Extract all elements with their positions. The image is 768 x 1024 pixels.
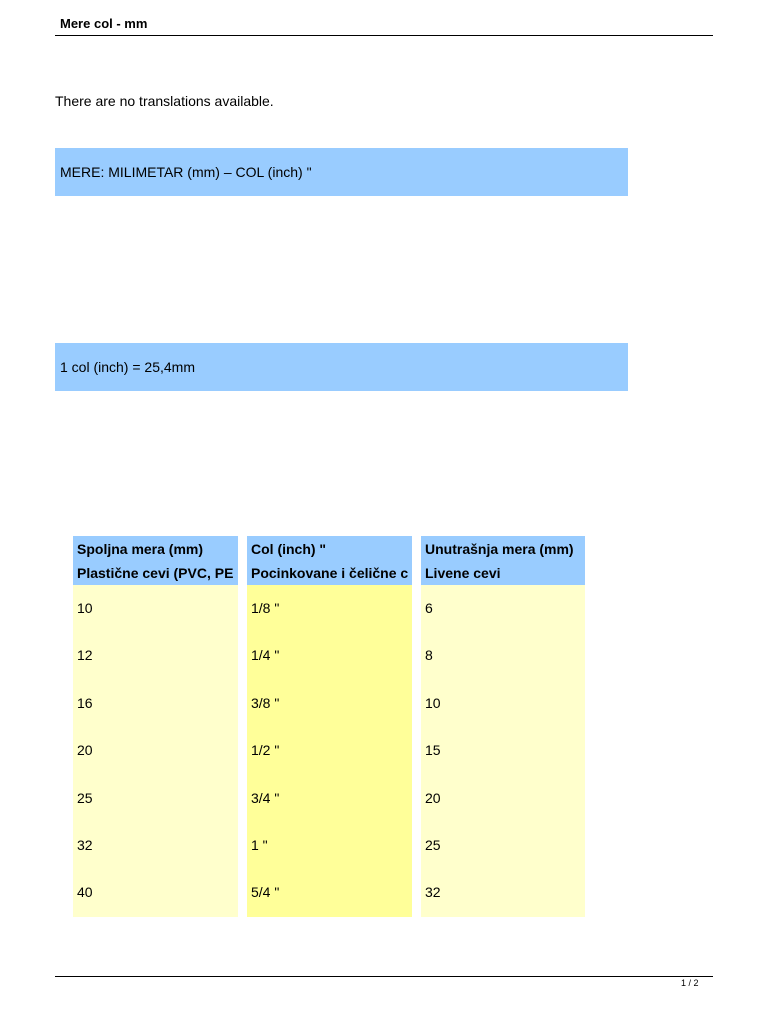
table-cell: 5/4 " bbox=[251, 884, 280, 901]
column-header-line-2: Plastične cevi (PVC, PE bbox=[77, 565, 234, 581]
table-cell: 25 bbox=[425, 836, 441, 853]
column-cells bbox=[247, 585, 412, 917]
column-header-line-2: Pocinkovane i čelične c bbox=[251, 565, 409, 581]
page-number: 1 / 2 bbox=[681, 978, 699, 988]
table-cell: 1/2 " bbox=[251, 742, 280, 759]
table-cell: 32 bbox=[77, 836, 93, 853]
table-cell: 20 bbox=[77, 742, 93, 759]
table-cell: 8 bbox=[425, 647, 433, 664]
column-header-line-2: Livene cevi bbox=[425, 565, 501, 581]
column-header bbox=[421, 536, 585, 585]
table-cell: 16 bbox=[77, 694, 93, 711]
table-cell: 1/8 " bbox=[251, 600, 280, 616]
conversion-band: 1 col (inch) = 25,4mm bbox=[55, 343, 628, 391]
table-cell: 15 bbox=[425, 742, 441, 759]
table-column-inch bbox=[247, 536, 412, 917]
no-translations-note: There are no translations available. bbox=[55, 93, 274, 109]
table-cell: 25 bbox=[77, 789, 93, 806]
top-rule bbox=[55, 35, 713, 36]
table-cell: 20 bbox=[425, 789, 441, 806]
table-cell: 10 bbox=[77, 600, 93, 616]
table-cell: 1 " bbox=[251, 836, 268, 853]
title-band: MERE: MILIMETAR (mm) – COL (inch) " bbox=[55, 148, 628, 196]
table-column-inner-size bbox=[421, 536, 585, 917]
table-column-outer-size bbox=[73, 536, 238, 917]
column-cells bbox=[421, 585, 585, 917]
column-header bbox=[73, 536, 238, 585]
column-header bbox=[247, 536, 412, 585]
table-cell: 3/4 " bbox=[251, 789, 280, 806]
column-header-line-1: Col (inch) " bbox=[251, 541, 327, 557]
column-header-line-1: Spoljna mera (mm) bbox=[77, 541, 204, 557]
table-cell: 12 bbox=[77, 647, 93, 664]
column-cells bbox=[73, 585, 238, 917]
table-cell: 6 bbox=[425, 600, 433, 616]
table-cell: 40 bbox=[77, 884, 93, 901]
table-cell: 10 bbox=[425, 694, 441, 711]
table-cell: 32 bbox=[425, 884, 441, 901]
bottom-rule bbox=[55, 976, 713, 977]
table-cell: 1/4 " bbox=[251, 647, 280, 664]
table-cell: 3/8 " bbox=[251, 694, 280, 711]
column-header-line-1: Unutrašnja mera (mm) bbox=[425, 541, 574, 557]
page-title: Mere col - mm bbox=[60, 16, 148, 31]
